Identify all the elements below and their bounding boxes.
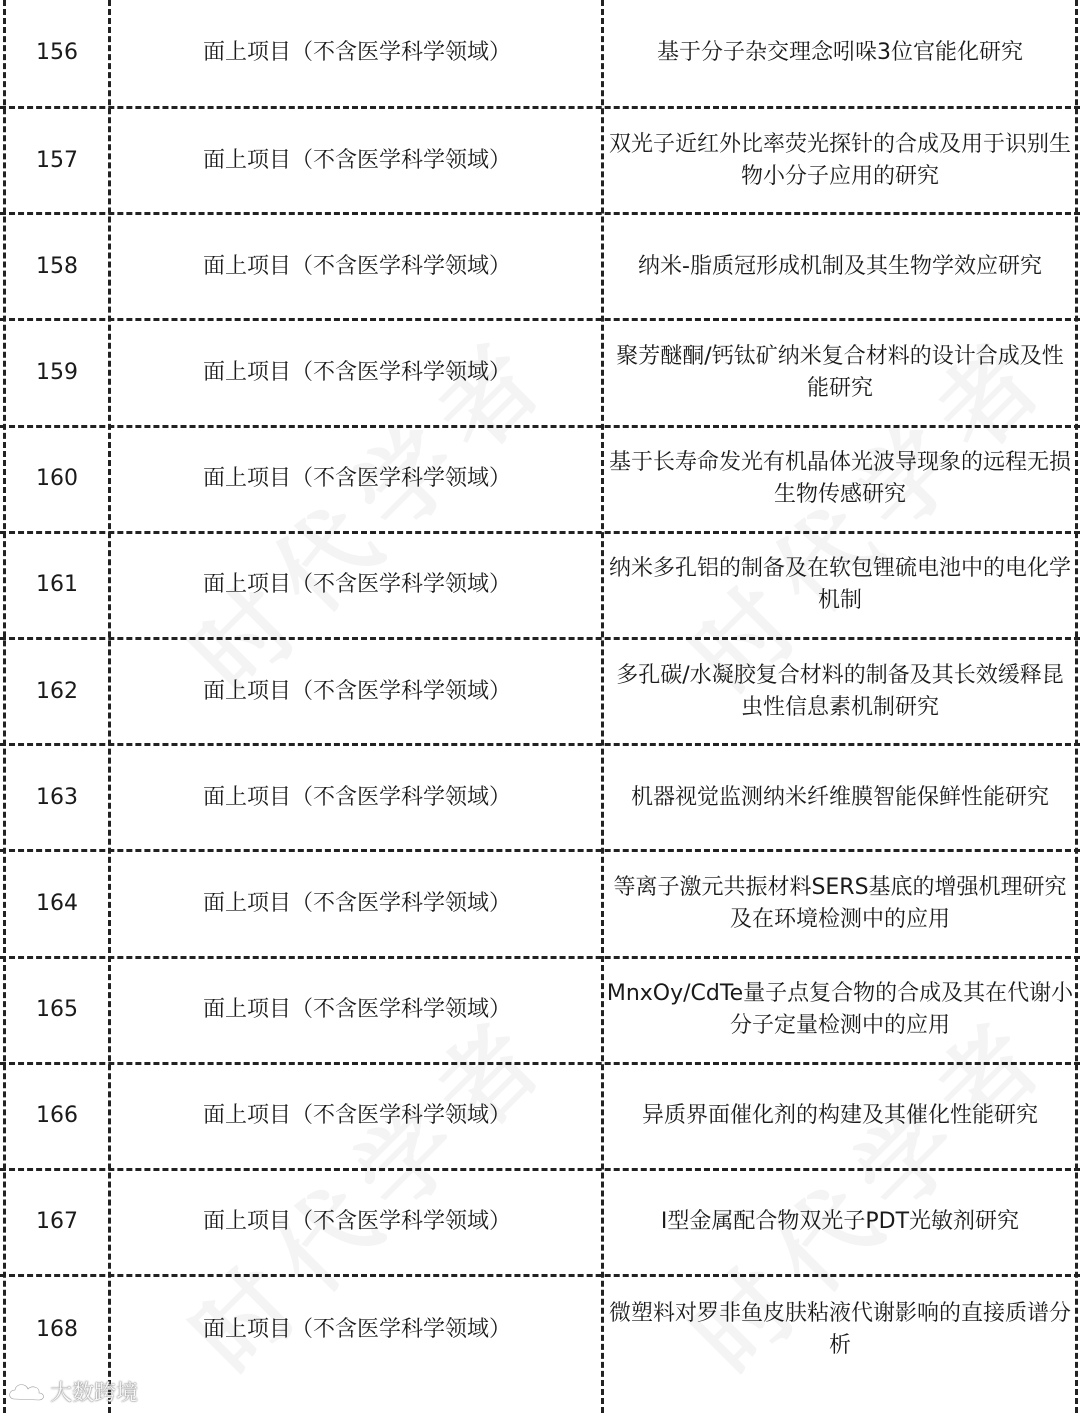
table-row xyxy=(0,959,1080,1065)
table-row xyxy=(0,428,1080,534)
project-title: 异质界面催化剂的构建及其催化性能研究 xyxy=(641,1103,1038,1129)
table-row xyxy=(0,321,1080,427)
row-number: 166 xyxy=(36,1103,78,1129)
table-row xyxy=(0,1171,1080,1277)
row-number: 159 xyxy=(36,359,78,385)
project-type: 面上项目（不含医学科学领域） xyxy=(202,1209,511,1235)
project-type: 面上项目（不含医学科学领域） xyxy=(202,253,511,279)
table-row xyxy=(0,640,1080,746)
table-row xyxy=(0,534,1080,640)
row-number: 163 xyxy=(36,784,78,810)
project-title: 双光子近红外比率荧光探针的合成及用于识别生物小分子应用的研究 xyxy=(608,131,1071,189)
project-type: 面上项目（不含医学科学领域） xyxy=(202,147,511,173)
project-type: 面上项目（不含医学科学领域） xyxy=(202,40,511,65)
project-type: 面上项目（不含医学科学领域） xyxy=(202,1103,511,1129)
column-divider xyxy=(108,0,111,1413)
project-type: 面上项目（不含医学科学领域） xyxy=(202,997,511,1023)
table-row xyxy=(0,1065,1080,1171)
cloud-logo-icon xyxy=(8,1379,46,1405)
column-divider xyxy=(601,0,604,1413)
table-row xyxy=(0,852,1080,958)
project-title: 基于长寿命发光有机晶体光波导现象的远程无损生物传感研究 xyxy=(608,450,1071,508)
row-number: 164 xyxy=(36,890,78,916)
table-row xyxy=(0,215,1080,321)
project-title: MnxOy/CdTe量子点复合物的合成及其在代谢小分子定量检测中的应用 xyxy=(606,981,1074,1039)
project-title: 基于分子杂交理念吲哚3位官能化研究 xyxy=(657,40,1023,65)
row-number: 165 xyxy=(36,997,78,1023)
project-type: 面上项目（不含医学科学领域） xyxy=(202,678,511,704)
column-divider xyxy=(1075,0,1078,1413)
row-number: 157 xyxy=(36,147,78,173)
logo-text: 大数跨境 xyxy=(50,1381,139,1406)
project-title: 多孔碳/水凝胶复合材料的制备及其长效缓释昆虫性信息素机制研究 xyxy=(616,662,1064,720)
table-row xyxy=(0,1277,1080,1383)
table-row xyxy=(0,746,1080,852)
row-number: 160 xyxy=(36,466,78,492)
project-title: 机器视觉监测纳米纤维膜智能保鲜性能研究 xyxy=(630,784,1049,810)
row-number: 156 xyxy=(36,40,78,65)
project-title: 微塑料对罗非鱼皮肤粘液代谢影响的直接质谱分析 xyxy=(608,1301,1071,1359)
project-type: 面上项目（不含医学科学领域） xyxy=(202,572,511,598)
brand-logo xyxy=(8,1376,138,1407)
project-title: 纳米-脂质冠形成机制及其生物学效应研究 xyxy=(638,253,1042,279)
row-number: 162 xyxy=(36,678,78,704)
table-row xyxy=(0,109,1080,215)
project-title: 等离子激元共振材料SERS基底的增强机理研究及在环境检测中的应用 xyxy=(613,874,1067,932)
project-type: 面上项目（不含医学科学领域） xyxy=(202,359,511,385)
column-divider xyxy=(3,0,6,1413)
table-row xyxy=(0,0,1080,109)
row-number: 168 xyxy=(36,1317,78,1343)
project-title: I型金属配合物双光子PDT光敏剂研究 xyxy=(660,1209,1020,1235)
project-type: 面上项目（不含医学科学领域） xyxy=(202,890,511,916)
project-type: 面上项目（不含医学科学领域） xyxy=(202,466,511,492)
project-title: 纳米多孔铝的制备及在软包锂硫电池中的电化学机制 xyxy=(608,556,1071,614)
project-title: 聚芳醚酮/钙钛矿纳米复合材料的设计合成及性能研究 xyxy=(616,343,1064,401)
project-type: 面上项目（不含医学科学领域） xyxy=(202,784,511,810)
row-number: 158 xyxy=(36,253,78,279)
project-type: 面上项目（不含医学科学领域） xyxy=(202,1317,511,1343)
row-number: 161 xyxy=(36,572,78,598)
row-number: 167 xyxy=(36,1209,78,1235)
